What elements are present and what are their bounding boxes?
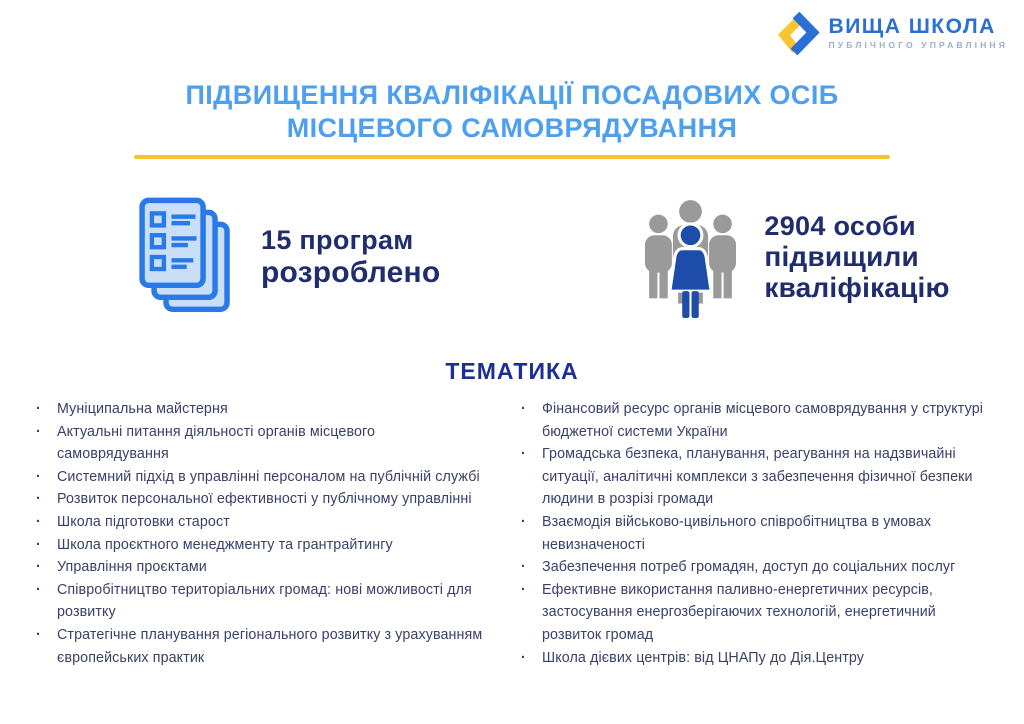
topics-list-right — [515, 398, 995, 669]
topic-item: · Забезпечення потреб громадян, доступ до соціальних послуг — [515, 556, 995, 579]
stat-persons — [638, 196, 1004, 318]
title-underline — [134, 155, 890, 159]
topic-item: · Системний підхід в управлінні персоналом на публічній службі — [30, 466, 490, 489]
title-block — [0, 79, 1024, 159]
topic-item: · Муніципальна майстерня — [30, 398, 490, 421]
logo-title: ВИЩА ШКОЛА — [828, 15, 996, 39]
topics-heading: ТЕМАТИКА — [445, 358, 579, 384]
page-title: ПІДВИЩЕННЯ КВАЛІФІКАЦІЇ ПОСАДОВИХ ОСІБ МІСЦЕВОГО САМОВРЯДУВАННЯ — [185, 80, 839, 143]
stat-persons-text — [764, 211, 1004, 304]
stat-persons-label: підвищили кваліфікацію — [764, 240, 950, 303]
logo-chevrons-icon — [775, 10, 821, 56]
stat-programs-text — [261, 225, 440, 289]
stat-programs — [135, 196, 440, 318]
stat-programs-label: розроблено — [261, 256, 441, 289]
topic-item: · Школа підготовки старост — [30, 511, 490, 534]
topic-item: · Стратегічне планування регіонального розвитку з урахуванням європейських практик — [30, 624, 490, 669]
logo — [775, 10, 1008, 56]
topic-item: · Взаємодія військово-цивільного співробітництва в умовах невизначеності — [515, 511, 995, 556]
topic-item: · Школа проєктного менеджменту та грантрайтингу — [30, 534, 490, 557]
topic-item: · Школа дієвих центрів: від ЦНАПу до Дія.Центру — [515, 647, 995, 670]
topic-item: · Співробітництво територіальних громад: нові можливості для розвитку — [30, 579, 490, 624]
topics-list-left — [30, 398, 490, 669]
topic-item: · Актуальні питання діяльності органів місцевого самоврядування — [30, 421, 490, 466]
stat-persons-count: 2904 особи — [764, 210, 916, 241]
stats-row — [135, 196, 1004, 318]
topics-columns — [30, 398, 995, 669]
documents-stack-icon — [135, 196, 245, 318]
topics-heading-wrap — [0, 358, 1024, 385]
people-group-icon — [638, 196, 748, 318]
topic-item: · Фінансовий ресурс органів місцевого самоврядування у структурі бюджетної системи України — [515, 398, 995, 443]
logo-text — [829, 16, 1008, 50]
topic-item: · Ефективне використання паливно-енергетичних ресурсів, застосування енергозберігаючих технологій, енергетичний розвиток громад — [515, 579, 995, 647]
topic-item: · Управління проєктами — [30, 556, 490, 579]
topic-item: · Громадська безпека, планування, реагування на надзвичайні ситуації, аналітичні комплекси з забезпечення фізичної безпеки людини в розрізі громади — [515, 443, 995, 511]
topic-item: · Розвиток персональної ефективності у публічному управлінні — [30, 488, 490, 511]
logo-subtitle: ПУБЛІЧНОГО УПРАВЛІННЯ — [828, 40, 1008, 51]
stat-programs-count: 15 програм — [261, 225, 414, 255]
